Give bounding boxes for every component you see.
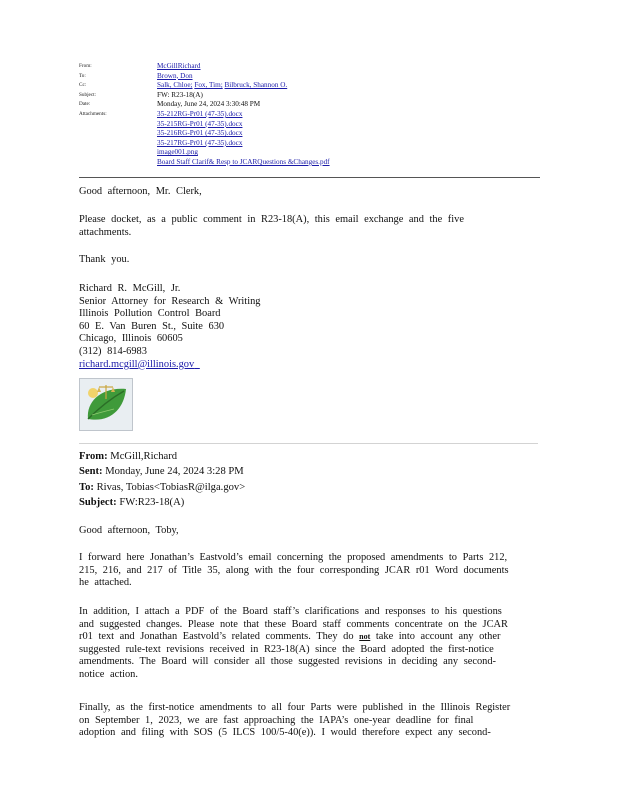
paragraph-line: Please docket, as a public comment in R23-18(A), this email exchange and the five xyxy=(79,214,464,225)
fwd-greeting-block xyxy=(79,525,549,538)
paragraph-line: amendments. The Board will consider all those suggested revisions in deciding any second- xyxy=(79,656,497,668)
paragraph-line: on September 1, 2023, we are fast approaching the IAPA’s one-year deadline for final xyxy=(79,714,474,726)
header-cc-row xyxy=(79,81,539,91)
fwd-sent-label: Sent: xyxy=(79,466,103,478)
date-value: Monday, June 24, 2024 3:30:48 PM xyxy=(157,100,261,109)
attachment-link[interactable]: 35-217RG-Pr01 (47-35).docx xyxy=(157,138,243,147)
paragraph-line xyxy=(79,631,549,644)
forwarded-header xyxy=(79,449,549,511)
fwd-to-value: Rivas, Tobias<TobiasR@ilga.gov> xyxy=(96,481,246,493)
fwd-from-value: McGill,Richard xyxy=(110,451,178,462)
fwd-sent-value: Monday, June 24, 2024 3:28 PM xyxy=(105,466,244,478)
signature-email-link[interactable]: richard.mcgill@illinois.gov xyxy=(79,358,195,370)
paragraph-line: and suggested changes. Please note that these Board staff comments concentrate on the JCAR xyxy=(79,618,508,630)
signature-line: Chicago, Illinois 60605 xyxy=(79,333,183,345)
email-line xyxy=(79,359,549,372)
fwd-subject-value: FW:R23-18(A) xyxy=(119,497,185,509)
to-label: To: xyxy=(79,72,86,79)
body-paragraph-1 xyxy=(79,214,549,239)
forward-divider xyxy=(79,443,538,444)
fwd-greeting: Good afternoon, Toby, xyxy=(79,525,179,536)
header-date-row xyxy=(79,100,539,110)
signature-line: Senior Attorney for Research & Writing xyxy=(79,295,261,307)
attachment-link[interactable]: 35-216RG-Pr01 (47-35).docx xyxy=(157,129,243,138)
signature-line: Illinois Pollution Control Board xyxy=(79,308,221,320)
fwd-from-label: From: xyxy=(79,451,108,462)
header-subject-row xyxy=(79,91,539,101)
header-attachments-row xyxy=(79,110,539,168)
from-link[interactable]: McGillRichard xyxy=(157,62,201,70)
fwd-from-row xyxy=(79,449,549,464)
emphasized-not: not xyxy=(359,632,371,642)
signature-block xyxy=(79,283,549,371)
attachment-link[interactable]: 35-212RG-Pr01 (47-35).docx xyxy=(157,109,243,118)
paragraph-line: notice action. xyxy=(79,668,138,680)
date-label: Date: xyxy=(79,101,91,108)
paragraph-line: suggested rule-text revisions received in R23-18(A) since the Board adopted the first-notice xyxy=(79,643,494,655)
cc-list xyxy=(157,81,287,91)
fwd-sent-row xyxy=(79,464,549,479)
email-header xyxy=(79,62,539,168)
fwd-subject-row xyxy=(79,495,549,510)
email-link-trailing-underline xyxy=(194,359,222,372)
greeting: Good afternoon, Mr. Clerk, xyxy=(79,186,202,197)
fwd-paragraph-1 xyxy=(79,552,549,590)
leaf-scales-icon xyxy=(80,379,132,430)
board-logo-image xyxy=(79,378,133,431)
paragraph-line: Finally, as the first-notice amendments to all four Parts were published in the Illinois Register xyxy=(79,702,511,713)
cc-link[interactable]: Salk, Chloe; xyxy=(157,81,193,90)
header-divider xyxy=(79,177,540,178)
cc-label: Cc: xyxy=(79,82,87,89)
paragraph-line: he attached. xyxy=(79,577,132,589)
paragraph-line: 215, 216, and 217 of Title 35, along with the four corresponding JCAR r01 Word documents xyxy=(79,564,509,576)
fwd-subject-label: Subject: xyxy=(79,497,117,509)
to-link[interactable]: Brown, Don xyxy=(157,71,193,80)
subject-value: FW: R23-18(A) xyxy=(157,90,203,99)
fwd-paragraph-3 xyxy=(79,702,549,740)
subject-label: Subject: xyxy=(79,91,97,98)
fwd-to-label: To: xyxy=(79,481,94,493)
header-to-row xyxy=(79,72,539,82)
paragraph-line: adoption and filing with SOS (5 ILCS 100/5-40(e)). I would therefore expect any second- xyxy=(79,727,491,739)
thanks-line: Thank you. xyxy=(79,254,130,265)
attachment-link[interactable]: 35-215RG-Pr01 (47-35).docx xyxy=(157,119,243,128)
cc-link[interactable]: Bilbruck, Shannon O. xyxy=(224,81,288,90)
from-label: From: xyxy=(79,63,92,69)
paragraph-line: attachments. xyxy=(79,226,132,238)
paragraph-line: I forward here Jonathan’s Eastvold’s email concerning the proposed amendments to Parts 212, xyxy=(79,552,508,563)
attachments-list xyxy=(157,110,330,168)
fwd-to-row xyxy=(79,480,549,495)
thanks-block xyxy=(79,254,549,267)
paragraph-line: In addition, I attach a PDF of the Board staff’s clarifications and responses to his questions xyxy=(79,606,502,617)
paragraph-fragment: take into account any other xyxy=(370,631,501,643)
attachments-label: Attachments: xyxy=(79,110,107,117)
signature-line: Richard R. McGill, Jr. xyxy=(79,283,181,294)
signature-line: 60 E. Van Buren St., Suite 630 xyxy=(79,320,225,332)
paragraph-fragment: r01 text and Jonathan Eastvold’s related comments. They do xyxy=(79,631,360,643)
attachment-link[interactable]: image001.png xyxy=(157,148,198,157)
cc-link[interactable]: Fox, Tim; xyxy=(194,81,223,90)
attachment-link[interactable]: Board Staff Clarif& Resp to JCARQuestions &Changes.pdf xyxy=(157,157,330,166)
header-from-row xyxy=(79,62,539,72)
email-body xyxy=(79,186,549,199)
fwd-paragraph-2 xyxy=(79,606,549,682)
signature-line: (312) 814-6983 xyxy=(79,345,147,357)
